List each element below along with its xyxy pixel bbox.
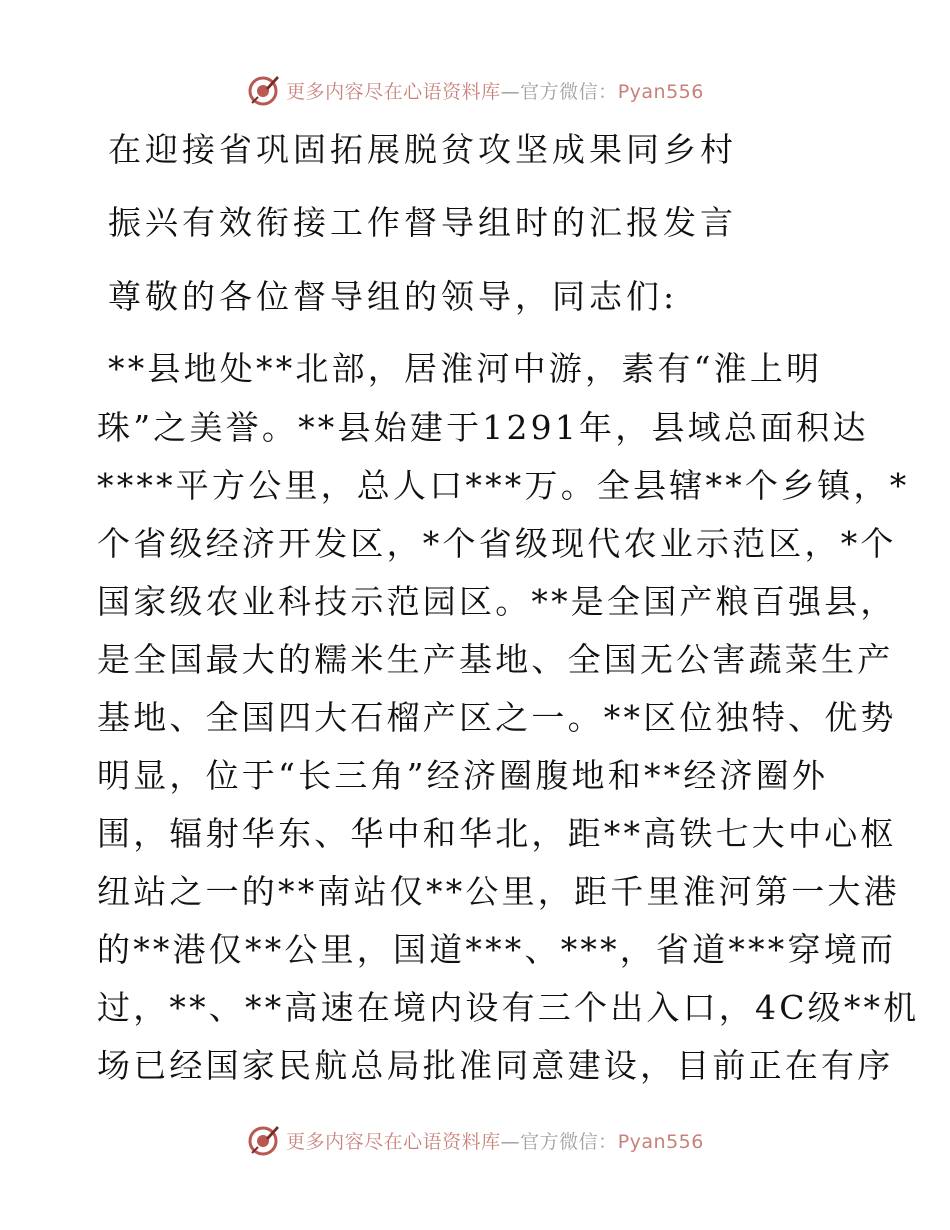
body-line: 围，辐射华东、华中和华北，距**高铁七大中心枢 [97, 814, 897, 853]
watermark-wechat-label: 官方微信： [520, 80, 618, 103]
salutation: 尊敬的各位督导组的领导，同志们: [108, 277, 679, 316]
body-line: 过，**、**高速在境内设有三个出入口，4C级**机 [97, 988, 920, 1027]
body-line: 明显，位于“长三角”经济圈腹地和**经济圈外 [97, 756, 829, 795]
watermark-wechat-id: Pyan556 [617, 80, 704, 103]
body-line: 个省级经济开发区，*个省级现代农业示范区，*个 [97, 524, 897, 563]
body-line: 珠”之美誉。**县始建于1291年，县域总面积达 [97, 408, 869, 447]
watermark-wechat-label: 官方微信： [520, 1130, 618, 1153]
body-line: 的**港仅**公里，国道***、***，省道***穿境而 [97, 930, 897, 969]
document-title-line-1: 在迎接省巩固拓展脱贫攻坚成果同乡村 [108, 130, 737, 169]
body-line: 纽站之一的**南站仅**公里，距千里淮河第一大港 [97, 872, 900, 911]
watermark-text-group [286, 77, 704, 104]
watermark-separator: — [500, 1130, 521, 1153]
quill-seal-icon [246, 73, 280, 107]
watermark-slogan: 更多内容尽在心语资料库 [286, 80, 501, 103]
watermark-wechat-id: Pyan556 [617, 1130, 704, 1153]
header-watermark [0, 70, 950, 110]
footer-watermark [0, 1120, 950, 1160]
watermark-text-group [286, 1127, 704, 1154]
body-line: 基地、全国四大石榴产区之一。**区位独特、优势 [97, 698, 897, 737]
watermark-separator: — [500, 80, 521, 103]
body-line: ****平方公里，总人口***万。全县辖**个乡镇，* [97, 466, 910, 505]
body-line: 国家级农业科技示范园区。**是全国产粮百强县， [97, 582, 897, 621]
watermark-slogan: 更多内容尽在心语资料库 [286, 1130, 501, 1153]
body-line: **县地处**北部，居淮河中游，素有“淮上明 [108, 349, 823, 388]
body-line: 是全国最大的糯米生产基地、全国无公害蔬菜生产 [97, 640, 894, 679]
document-title-line-2: 振兴有效衔接工作督导组时的汇报发言 [108, 203, 737, 242]
quill-seal-icon [246, 1123, 280, 1157]
body-line: 场已经国家民航总局批准同意建设，目前正在有序 [97, 1046, 894, 1085]
